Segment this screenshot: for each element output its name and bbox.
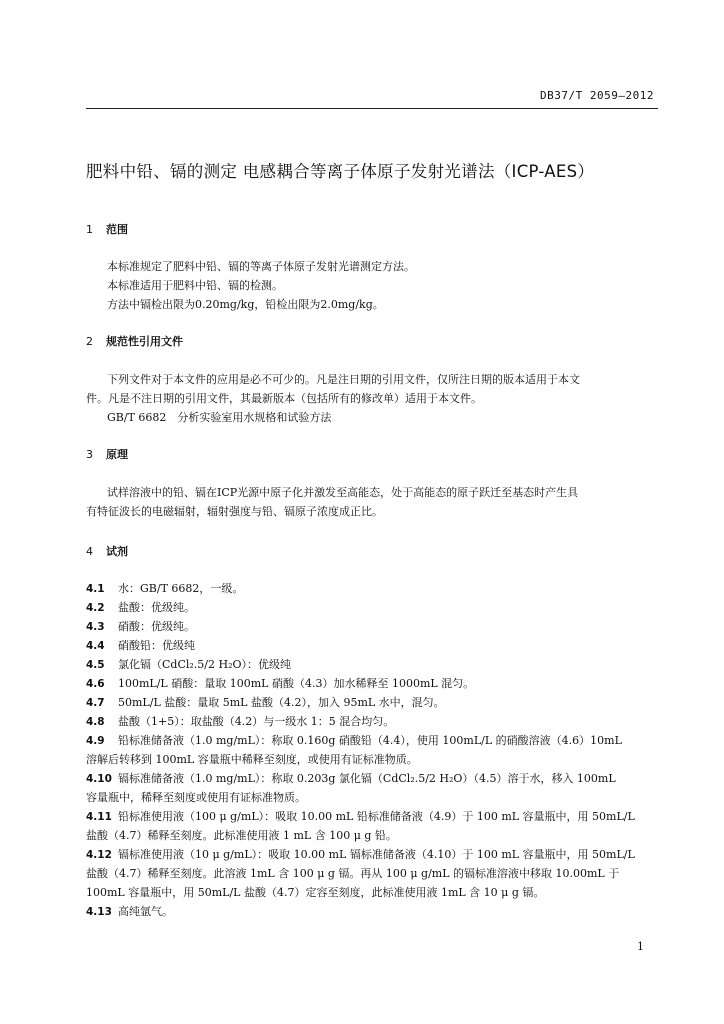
item-number: 4.5 (86, 659, 105, 671)
item-text: 镉标准储备液（1.0 mg/mL）：称取 0.203g 氯化镉（CdCl₂.5/2 H₂O）（4.5）溶于水，移入 100mL (118, 772, 616, 785)
section-title: 原理 (106, 448, 128, 461)
item-text-continuation: 容量瓶中，稀释至刻度或使用有证标准物质。 (86, 791, 306, 804)
section-body-3 (86, 483, 578, 521)
reagent-item-4-2 (86, 598, 195, 617)
item-number: 4.6 (86, 678, 105, 690)
item-text: 高纯氩气。 (118, 905, 173, 918)
section-number: 3 (86, 448, 93, 461)
section-heading-4 (86, 543, 128, 559)
item-number: 4.11 (86, 811, 112, 823)
standard-code: DB37/T 2059—2012 (540, 89, 654, 102)
section-number: 2 (86, 335, 93, 348)
reagent-item-4-10 (86, 769, 616, 807)
section-heading-3 (86, 446, 128, 462)
reagent-item-4-11 (86, 807, 635, 845)
item-text-continuation: 盐酸（4.7）稀释至刻度。此标准使用液 1 mL 含 100 μ g 铅。 (86, 829, 397, 842)
item-number: 4.1 (86, 583, 105, 595)
section-title: 试剂 (106, 545, 128, 558)
section-title: 范围 (106, 223, 128, 236)
page-number: 1 (637, 940, 644, 953)
section-body-1 (86, 257, 415, 314)
reagent-item-4-3 (86, 617, 195, 636)
body-line: 方法中镉检出限为0.20mg/kg，铅检出限为2.0mg/kg。 (107, 298, 384, 311)
reagent-item-4-7 (86, 693, 445, 712)
item-number: 4.3 (86, 621, 105, 633)
item-number: 4.8 (86, 716, 105, 728)
item-text-continuation: 100mL 容量瓶中，用 50mL/L 盐酸（4.7）定容至刻度，此标准使用液 1mL 含 10 μ g 镉。 (86, 886, 545, 899)
section-number: 4 (86, 545, 93, 558)
document-title: 肥料中铅、镉的测定 电感耦合等离子体原子发射光谱法（ICP-AES） (86, 162, 595, 181)
item-number: 4.10 (86, 773, 112, 785)
item-number: 4.12 (86, 849, 112, 861)
item-number: 4.2 (86, 602, 105, 614)
section-body-2 (86, 370, 580, 427)
section-heading-1 (86, 221, 128, 237)
reagent-item-4-6 (86, 674, 474, 693)
item-text: 50mL/L 盐酸：量取 5mL 盐酸（4.2），加入 95mL 水中，混匀。 (118, 696, 445, 709)
item-text: 100mL/L 硝酸：量取 100mL 硝酸（4.3）加水稀释至 1000mL 混匀。 (118, 677, 475, 690)
item-text: 硝酸铅：优级纯 (118, 639, 195, 652)
reagent-item-4-9 (86, 731, 622, 769)
section-heading-2 (86, 333, 183, 349)
item-text-continuation: 溶解后转移到 100mL 容量瓶中稀释至刻度，或使用有证标准物质。 (86, 753, 418, 766)
item-number: 4.4 (86, 640, 105, 652)
header-divider (86, 108, 658, 109)
body-line: 本标准适用于肥料中铅、镉的检测。 (107, 279, 283, 292)
item-text: 氯化镉（CdCl₂.5/2 H₂O）：优级纯 (118, 658, 292, 671)
item-text: 盐酸：优级纯。 (118, 601, 195, 614)
item-text: 铅标准使用液（100 μ g/mL）：吸取 10.00 mL 铅标准储备液（4.9）于 100 mL 容量瓶中，用 50mL/L (118, 810, 635, 823)
body-line: GB/T 6682 分析实验室用水规格和试验方法 (107, 411, 332, 424)
item-text: 水：GB/T 6682，一级。 (118, 582, 244, 595)
body-line: 有特征波长的电磁辐射，辐射强度与铅、镉原子浓度成正比。 (86, 505, 383, 518)
reagent-item-4-12 (86, 845, 635, 902)
reagent-item-4-4 (86, 636, 195, 655)
item-text: 铅标准储备液（1.0 mg/mL）：称取 0.160g 硝酸铅（4.4），使用 100mL/L 的硝酸溶液（4.6）10mL (118, 734, 622, 747)
item-text: 镉标准使用液（10 μ g/mL）：吸取 10.00 mL 镉标准储备液（4.10）于 100 mL 容量瓶中，用 50mL/L (118, 848, 635, 861)
item-number: 4.9 (86, 735, 105, 747)
reagent-item-4-1 (86, 579, 243, 598)
body-line: 下列文件对于本文件的应用是必不可少的。凡是注日期的引用文件，仅所注日期的版本适用于本文 (107, 373, 580, 386)
item-number: 4.7 (86, 697, 105, 709)
reagent-item-4-8 (86, 712, 394, 731)
body-line: 试样溶液中的铅、镉在ICP光源中原子化并激发至高能态，处于高能态的原子跃迁至基态时产生具 (107, 486, 579, 499)
body-line: 本标准规定了肥料中铅、镉的等离子体原子发射光谱测定方法。 (107, 260, 415, 273)
item-text-continuation: 盐酸（4.7）稀释至刻度。此溶液 1mL 含 100 μ g 镉。再从 100 μ g/mL 的镉标准溶液中移取 10.00mL 于 (86, 867, 620, 880)
item-text: 盐酸（1+5）：取盐酸（4.2）与一级水 1：5 混合均匀。 (118, 715, 395, 728)
reagent-item-4-5 (86, 655, 291, 674)
item-text: 硝酸：优级纯。 (118, 620, 195, 633)
section-number: 1 (86, 223, 93, 236)
reagent-item-4-13 (86, 902, 173, 921)
section-title: 规范性引用文件 (106, 335, 183, 348)
item-number: 4.13 (86, 906, 112, 918)
body-line: 件。凡是不注日期的引用文件，其最新版本（包括所有的修改单）适用于本文件。 (86, 392, 482, 405)
